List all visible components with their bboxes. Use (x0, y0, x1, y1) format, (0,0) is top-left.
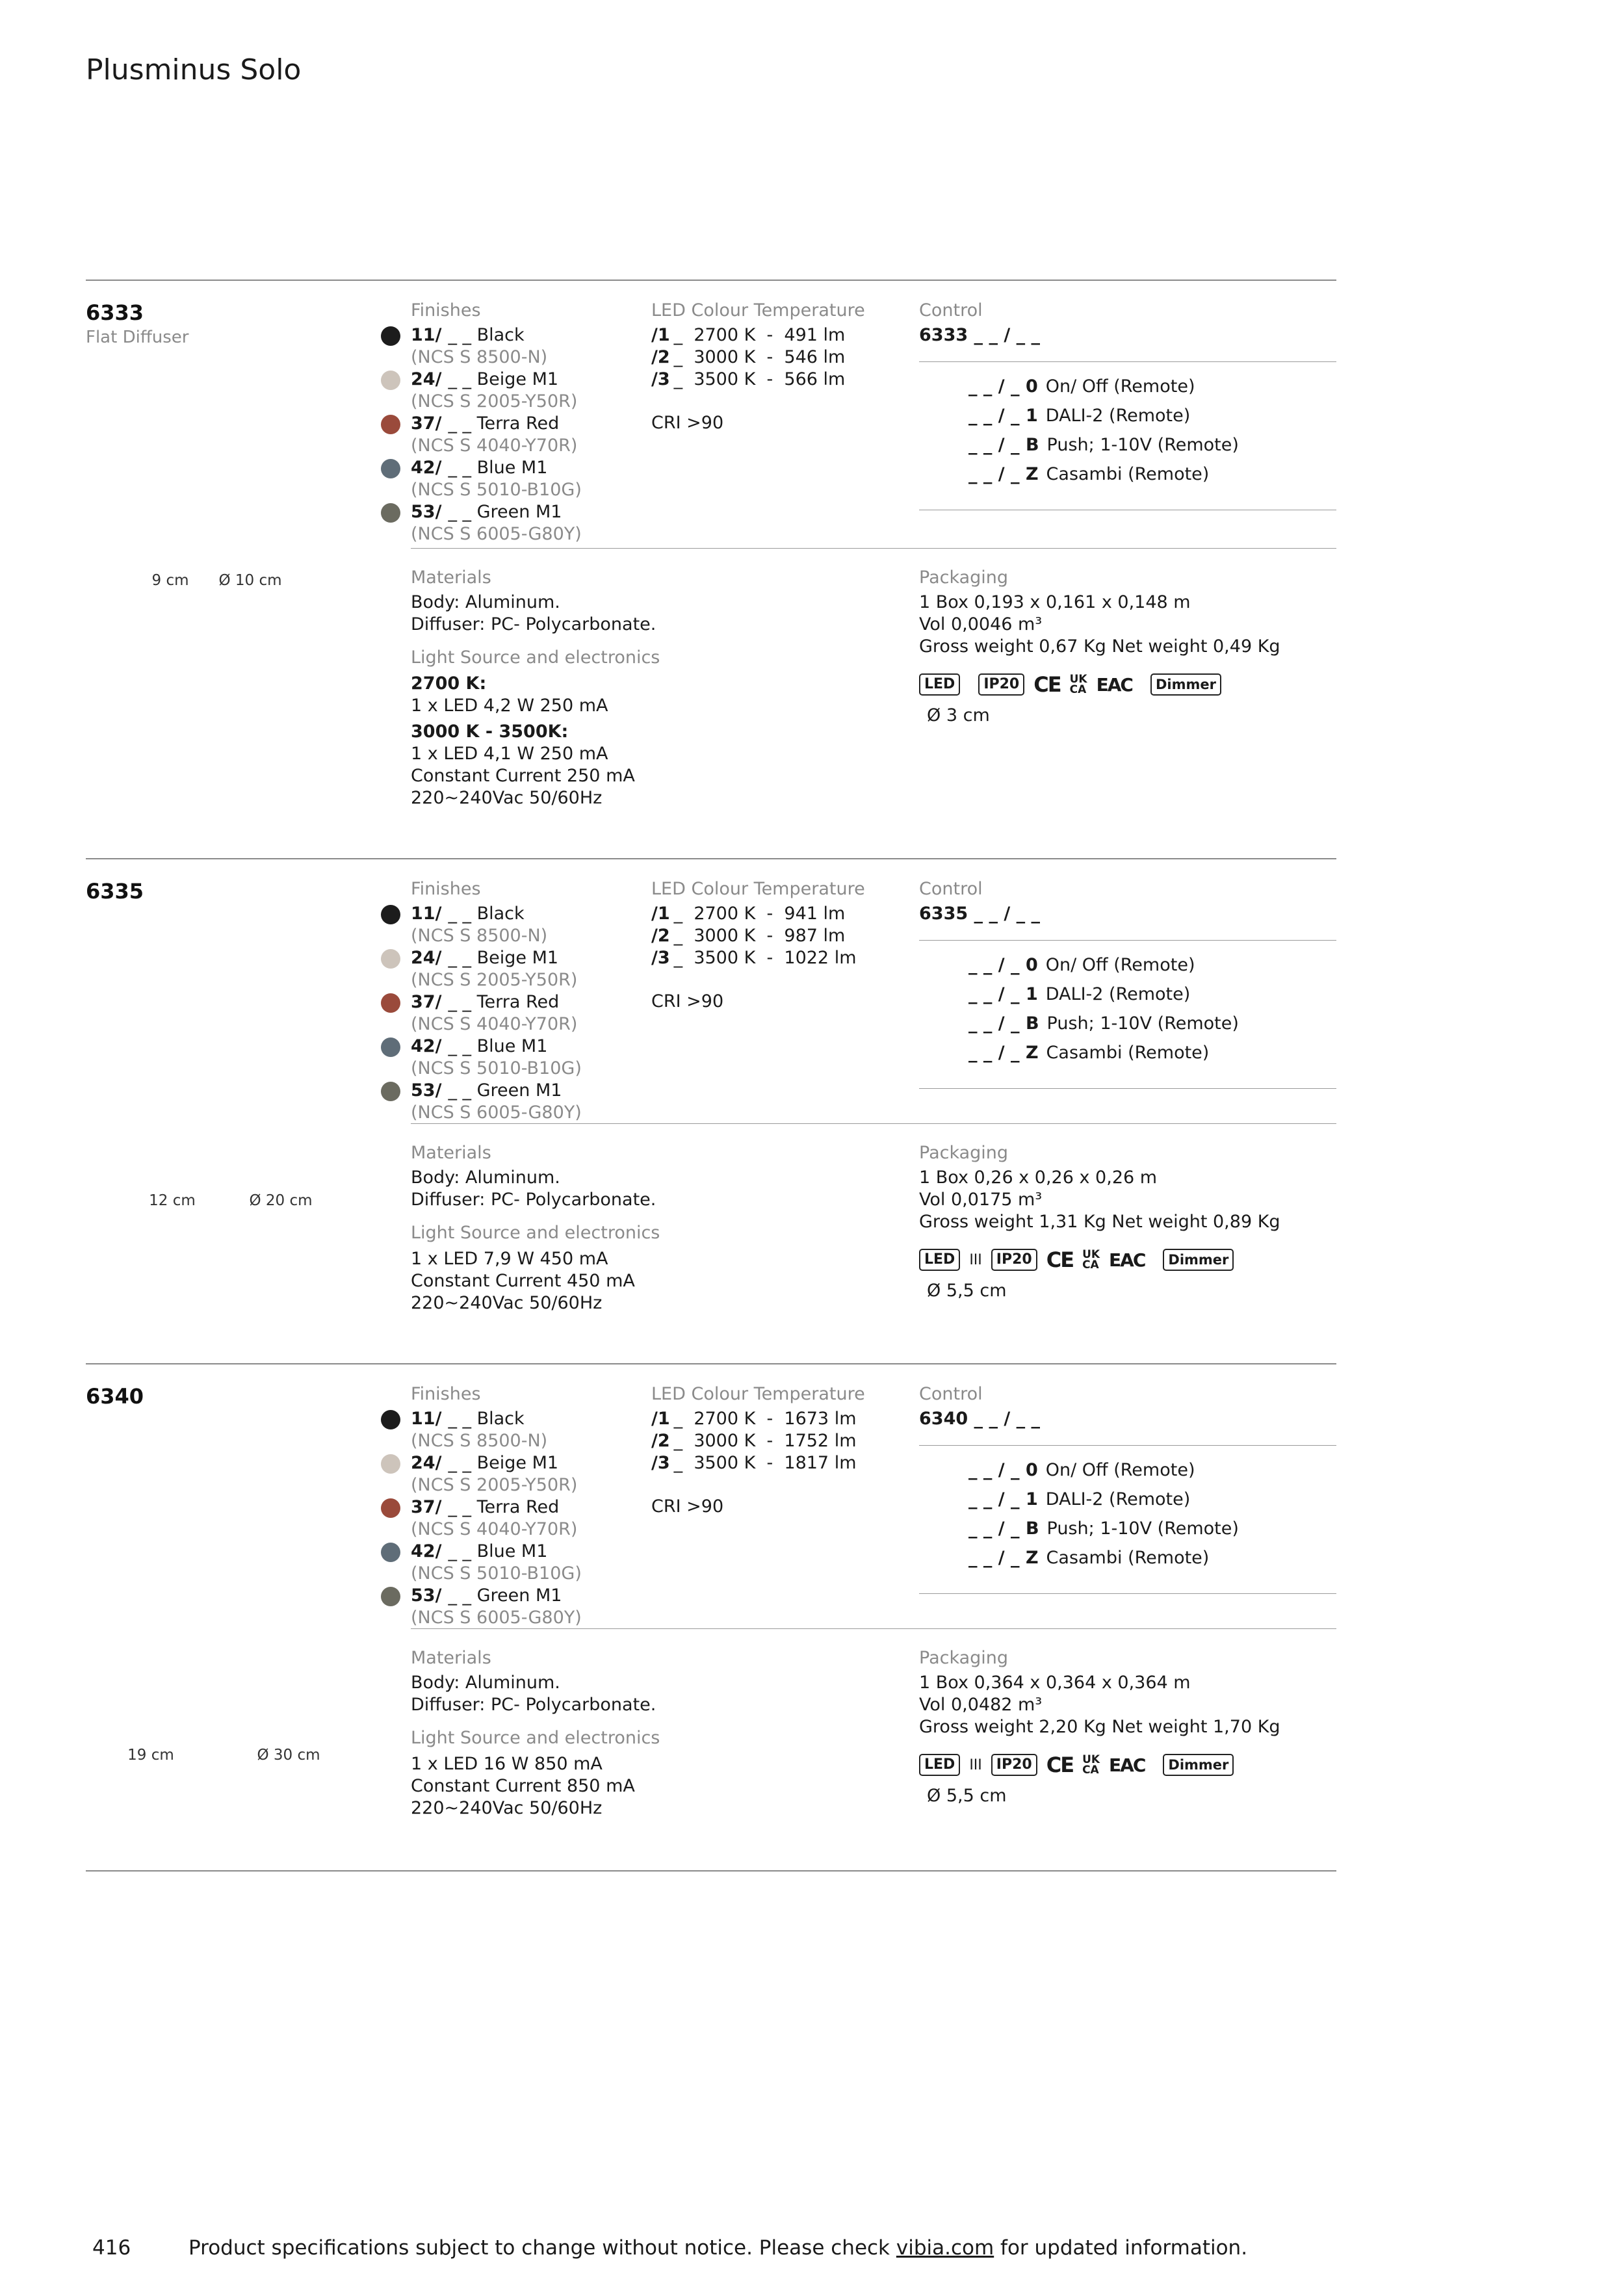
finish-name: _ _ Blue M1 (448, 458, 548, 478)
hole-diameter: Ø 5,5 cm (927, 1786, 1007, 1806)
control-options (968, 1455, 1332, 1572)
depth-dimension: 9 cm (151, 572, 189, 589)
control-option-code: _ _ / _ B (968, 435, 1039, 455)
class-iii-icon (969, 1757, 981, 1773)
diameter-dimension: Ø 30 cm (257, 1747, 320, 1764)
temperature-option[interactable] (651, 324, 898, 346)
finish-swatch (381, 1410, 400, 1429)
control-option-desc: Casambi (Remote) (1046, 464, 1210, 484)
material-body: Body: Aluminum. (411, 592, 560, 612)
bottom-divider (86, 1870, 1336, 1872)
control-divider (919, 940, 1336, 941)
packaging-heading: Packaging (919, 1143, 1009, 1163)
finishes-heading: Finishes (411, 879, 481, 899)
control-option[interactable] (968, 980, 1332, 1009)
eac-mark-icon: EAC (1096, 673, 1132, 696)
finish-option[interactable] (411, 1080, 632, 1102)
temperature-option[interactable] (651, 947, 898, 969)
temperature-option[interactable] (651, 369, 898, 391)
finish-code: 11/ (411, 904, 442, 924)
ip20-icon: IP20 (991, 1249, 1037, 1271)
finish-swatch (381, 1454, 400, 1474)
control-option[interactable] (968, 460, 1332, 489)
packaging-line: 1 Box 0,26 x 0,26 x 0,26 m (919, 1168, 1158, 1188)
control-code: 6333 _ _ / _ _ (919, 325, 1041, 345)
control-option[interactable] (968, 1543, 1332, 1572)
finish-name: _ _ Blue M1 (448, 1036, 548, 1056)
control-option-desc: On/ Off (Remote) (1045, 955, 1195, 975)
temperature-value: _ 2700 K - 941 lm (673, 904, 846, 924)
temperature-code: /3 (651, 1453, 670, 1473)
finish-ncs: (NCS S 4040-Y70R) (411, 1014, 578, 1034)
cri-value: CRI >90 (651, 991, 724, 1011)
finishes-column (411, 1384, 632, 1629)
finish-name: _ _ Terra Red (448, 1497, 560, 1517)
mounting-hole (919, 1280, 1336, 1302)
ce-mark-icon: CE (1046, 1247, 1074, 1272)
dimmer-badge: Dimmer (1163, 1249, 1234, 1271)
finish-option[interactable] (411, 1585, 632, 1607)
light-source-line: Constant Current 850 mA (411, 1776, 635, 1796)
control-option-desc: DALI-2 (Remote) (1045, 1489, 1191, 1509)
product-drawing (86, 858, 391, 1363)
control-option-desc: On/ Off (Remote) (1045, 376, 1195, 397)
finish-ncs: (NCS S 2005-Y50R) (411, 391, 578, 411)
finish-ncs: (NCS S 6005-G80Y) (411, 1102, 582, 1123)
ukca-bottom: CA (1069, 683, 1087, 696)
finish-option[interactable] (411, 991, 632, 1013)
temperature-option[interactable] (651, 1408, 898, 1430)
finish-code: 24/ (411, 948, 442, 968)
light-source-line: 1 x LED 4,1 W 250 mA (411, 744, 608, 764)
control-option-code: _ _ / _ B (968, 1519, 1039, 1539)
product-section-6335 (0, 858, 1623, 1363)
temperature-value: _ 3500 K - 566 lm (673, 369, 846, 389)
finish-swatch (381, 371, 400, 390)
footer-note (188, 2236, 1247, 2260)
finish-option[interactable] (411, 1541, 632, 1563)
control-option-code: _ _ / _ 0 (968, 376, 1038, 397)
ukca-bottom: CA (1082, 1259, 1099, 1272)
subsection-divider (411, 548, 1336, 549)
ukca-mark-icon (1082, 1249, 1100, 1270)
mounting-hole (919, 705, 1336, 727)
temperature-code: /1 (651, 904, 670, 924)
led-icon: LED (919, 673, 960, 696)
light-source-line: 1 x LED 7,9 W 450 mA (411, 1249, 608, 1269)
packaging-line: Vol 0,0482 m³ (919, 1695, 1043, 1715)
finish-code: 42/ (411, 1541, 442, 1561)
material-diffuser: Diffuser: PC- Polycarbonate. (411, 1190, 656, 1210)
control-option-desc: Push; 1-10V (Remote) (1046, 435, 1239, 455)
finish-ncs: (NCS S 8500-N) (411, 347, 548, 367)
material-body: Body: Aluminum. (411, 1673, 560, 1693)
finish-code: 11/ (411, 1409, 442, 1429)
finish-ncs: (NCS S 5010-B10G) (411, 480, 582, 500)
ukca-top: UK (1082, 1753, 1100, 1766)
ip20-icon: IP20 (978, 673, 1024, 696)
light-source-line: 1 x LED 16 W 850 mA (411, 1754, 603, 1774)
light-source-heading: Light Source and electronics (411, 647, 660, 668)
icons-wrapper (919, 1247, 1336, 1272)
temperature-option[interactable] (651, 925, 898, 947)
finish-ncs: (NCS S 6005-G80Y) (411, 1608, 582, 1628)
packaging-line: 1 Box 0,364 x 0,364 x 0,364 m (919, 1673, 1191, 1693)
temperature-code: /2 (651, 926, 670, 946)
finishes-column (411, 300, 632, 545)
mounting-hole (919, 1785, 1336, 1807)
control-option[interactable] (968, 1485, 1332, 1514)
finish-name: _ _ Green M1 (448, 1080, 562, 1101)
finish-ncs: (NCS S 2005-Y50R) (411, 1475, 578, 1495)
finish-option[interactable] (411, 903, 632, 925)
finish-code: 53/ (411, 502, 442, 522)
finish-option[interactable] (411, 1036, 632, 1058)
control-heading: Control (919, 1384, 983, 1404)
subsection-divider (411, 1123, 1336, 1124)
ukca-mark-icon (1070, 674, 1087, 695)
finish-option[interactable] (411, 413, 632, 435)
control-column (919, 300, 1336, 484)
finish-option[interactable] (411, 1452, 632, 1474)
materials-column (411, 567, 879, 809)
finish-swatch (381, 326, 400, 346)
product-section-6340 (0, 1363, 1623, 1870)
control-option-code: _ _ / _ B (968, 1013, 1039, 1034)
svg-text:III: III (969, 1756, 982, 1773)
temperature-option[interactable] (651, 1452, 898, 1474)
control-option[interactable] (968, 1038, 1332, 1067)
ukca-mark-icon (1082, 1755, 1100, 1775)
control-option-code: _ _ / _ Z (968, 464, 1039, 484)
finish-ncs: (NCS S 2005-Y50R) (411, 970, 578, 990)
material-body: Body: Aluminum. (411, 1168, 560, 1188)
control-option-code: _ _ / _ 1 (968, 984, 1038, 1004)
control-option-desc: DALI-2 (Remote) (1045, 984, 1191, 1004)
temperature-code: /3 (651, 948, 670, 968)
cri-value: CRI >90 (651, 1496, 724, 1517)
diameter-dimension: Ø 10 cm (218, 572, 282, 589)
finish-option[interactable] (411, 457, 632, 479)
finish-name: _ _ Beige M1 (448, 948, 559, 968)
temperature-value: _ 3000 K - 987 lm (673, 926, 846, 946)
control-option-desc: Push; 1-10V (Remote) (1046, 1013, 1239, 1034)
packaging-line: Vol 0,0175 m³ (919, 1190, 1043, 1210)
finish-name: _ _ Green M1 (448, 502, 562, 522)
control-divider-bottom (919, 1593, 1336, 1594)
finish-name: _ _ Black (448, 325, 525, 345)
product-code: 6333 (86, 300, 144, 325)
ukca-top: UK (1069, 673, 1087, 686)
ce-mark-icon: CE (1033, 672, 1061, 697)
control-option-code: _ _ / _ 0 (968, 1460, 1038, 1480)
led-temperature-heading: LED Colour Temperature (651, 879, 865, 899)
packaging-column (919, 1143, 1336, 1302)
temperature-value: _ 2700 K - 1673 lm (673, 1409, 857, 1429)
page-number: 416 (92, 2236, 131, 2260)
dimmer-badge: Dimmer (1150, 673, 1221, 696)
temperature-value: _ 3000 K - 1752 lm (673, 1431, 857, 1451)
finish-ncs: (NCS S 4040-Y70R) (411, 1519, 578, 1539)
temperature-code: /2 (651, 347, 670, 367)
finish-swatch (381, 1543, 400, 1562)
finish-name: _ _ Green M1 (448, 1585, 562, 1606)
control-option-code: _ _ / _ Z (968, 1043, 1039, 1063)
finishes-heading: Finishes (411, 1384, 481, 1404)
light-source-line: 220~240Vac 50/60Hz (411, 1293, 603, 1313)
control-option-desc: Push; 1-10V (Remote) (1046, 1519, 1239, 1539)
control-option-desc: On/ Off (Remote) (1045, 1460, 1195, 1480)
page-title: Plusminus Solo (86, 53, 302, 86)
vibia-link[interactable]: vibia.com (896, 2236, 994, 2260)
finish-option[interactable] (411, 501, 632, 523)
finish-ncs: (NCS S 5010-B10G) (411, 1563, 582, 1584)
finish-ncs: (NCS S 6005-G80Y) (411, 524, 582, 544)
finish-swatch (381, 1082, 400, 1101)
finish-option[interactable] (411, 324, 632, 346)
finish-code: 42/ (411, 458, 442, 478)
light-source-heading: Light Source and electronics (411, 1223, 660, 1243)
product-subtitle: Flat Diffuser (86, 328, 189, 347)
finish-code: 42/ (411, 1036, 442, 1056)
eac-mark-icon: EAC (1109, 1249, 1145, 1271)
product-code: 6340 (86, 1384, 144, 1409)
finish-ncs: (NCS S 5010-B10G) (411, 1058, 582, 1078)
control-option-desc: DALI-2 (Remote) (1045, 406, 1191, 426)
finish-ncs: (NCS S 4040-Y70R) (411, 436, 578, 456)
finish-name: _ _ Blue M1 (448, 1541, 548, 1561)
packaging-heading: Packaging (919, 567, 1009, 588)
control-option[interactable] (968, 430, 1332, 460)
depth-dimension: 12 cm (149, 1192, 196, 1209)
finish-swatch (381, 905, 400, 924)
product-drawing (86, 280, 391, 858)
control-divider (919, 1445, 1336, 1446)
finish-swatch (381, 1587, 400, 1606)
control-option-code: _ _ / _ 1 (968, 406, 1038, 426)
finish-code: 37/ (411, 413, 442, 434)
control-code: 6340 _ _ / _ _ (919, 1409, 1041, 1429)
finish-swatch (381, 949, 400, 969)
finish-code: 37/ (411, 992, 442, 1012)
led-icon: LED (919, 1249, 960, 1271)
temperature-code: /1 (651, 325, 670, 345)
certification-icons (919, 672, 1336, 697)
product-section-6333 (0, 280, 1623, 858)
packaging-line: 1 Box 0,193 x 0,161 x 0,148 m (919, 592, 1191, 612)
control-option[interactable] (968, 401, 1332, 430)
materials-column (411, 1648, 879, 1820)
light-source-line: Constant Current 450 mA (411, 1271, 635, 1291)
finish-code: 11/ (411, 325, 442, 345)
product-drawing (86, 1363, 391, 1870)
light-source-line: 2700 K: (411, 673, 487, 694)
finish-name: _ _ Beige M1 (448, 1453, 559, 1473)
materials-heading: Materials (411, 567, 491, 588)
control-option[interactable] (968, 372, 1332, 401)
materials-heading: Materials (411, 1648, 491, 1668)
materials-column (411, 1143, 879, 1314)
led-temperature-column (651, 879, 898, 1013)
control-option[interactable] (968, 950, 1332, 980)
control-option-desc: Casambi (Remote) (1046, 1043, 1210, 1063)
finish-name: _ _ Terra Red (448, 413, 560, 434)
cri-value: CRI >90 (651, 413, 724, 433)
ukca-bottom: CA (1082, 1764, 1099, 1777)
subsection-divider (411, 1628, 1336, 1629)
temperature-option[interactable] (651, 903, 898, 925)
diameter-dimension: Ø 20 cm (249, 1192, 313, 1209)
temperature-option[interactable] (651, 346, 898, 369)
finish-code: 24/ (411, 1453, 442, 1473)
control-options (968, 372, 1332, 489)
eac-mark-icon: EAC (1109, 1754, 1145, 1776)
finish-option[interactable] (411, 947, 632, 969)
control-options (968, 950, 1332, 1067)
light-source-line: 220~240Vac 50/60Hz (411, 788, 603, 808)
control-option-code: _ _ / _ Z (968, 1548, 1039, 1568)
temperature-option[interactable] (651, 1430, 898, 1452)
control-heading: Control (919, 300, 983, 320)
temperature-value: _ 3000 K - 546 lm (673, 347, 846, 367)
packaging-line: Gross weight 2,20 Kg Net weight 1,70 Kg (919, 1717, 1280, 1737)
finish-name: _ _ Terra Red (448, 992, 560, 1012)
packaging-line: Gross weight 1,31 Kg Net weight 0,89 Kg (919, 1212, 1280, 1232)
temperature-code: /3 (651, 369, 670, 389)
icons-wrapper (919, 672, 1336, 697)
ip20-icon: IP20 (991, 1754, 1037, 1776)
control-divider (919, 361, 1336, 362)
light-source-line: 3000 K - 3500K: (411, 722, 569, 742)
ce-mark-icon: CE (1046, 1753, 1074, 1777)
finish-swatch (381, 415, 400, 434)
finish-name: _ _ Black (448, 904, 525, 924)
control-option-code: _ _ / _ 1 (968, 1489, 1038, 1509)
svg-text:III: III (969, 1251, 982, 1268)
certification-icons (919, 1247, 1336, 1272)
temperature-value: _ 3500 K - 1022 lm (673, 948, 857, 968)
temperature-code: /2 (651, 1431, 670, 1451)
light-source-line: Constant Current 250 mA (411, 766, 635, 786)
finish-swatch (381, 1498, 400, 1518)
product-code: 6335 (86, 879, 144, 904)
control-option-desc: Casambi (Remote) (1046, 1548, 1210, 1568)
class-iii-icon (969, 1252, 981, 1268)
footer-text-end: for updated information. (994, 2236, 1248, 2260)
control-option[interactable] (968, 1009, 1332, 1038)
control-heading: Control (919, 879, 983, 899)
finish-swatch (381, 503, 400, 523)
light-source-heading: Light Source and electronics (411, 1728, 660, 1748)
finish-swatch (381, 993, 400, 1013)
packaging-heading: Packaging (919, 1648, 1009, 1668)
control-column (919, 879, 1336, 1063)
control-option[interactable] (968, 1514, 1332, 1543)
light-source-line: 1 x LED 4,2 W 250 mA (411, 696, 608, 716)
packaging-column (919, 1648, 1336, 1807)
finish-code: 37/ (411, 1497, 442, 1517)
finish-option[interactable] (411, 1496, 632, 1519)
material-diffuser: Diffuser: PC- Polycarbonate. (411, 1695, 656, 1715)
finish-name: _ _ Beige M1 (448, 369, 559, 389)
control-divider-bottom (919, 1088, 1336, 1089)
footer-text: Product specifications subject to change without notice. Please check (188, 2236, 896, 2260)
led-icon: LED (919, 1754, 960, 1776)
certification-icons (919, 1753, 1336, 1777)
finish-option[interactable] (411, 369, 632, 391)
control-option-code: _ _ / _ 0 (968, 955, 1038, 975)
finish-code: 53/ (411, 1585, 442, 1606)
hole-diameter: Ø 3 cm (927, 705, 990, 725)
finish-swatch (381, 1037, 400, 1057)
finish-swatch (381, 459, 400, 478)
control-option[interactable] (968, 1455, 1332, 1485)
hole-diameter: Ø 5,5 cm (927, 1281, 1007, 1301)
temperature-value: _ 2700 K - 491 lm (673, 325, 846, 345)
packaging-column (919, 567, 1336, 727)
finish-ncs: (NCS S 8500-N) (411, 1431, 548, 1451)
materials-heading: Materials (411, 1143, 491, 1163)
finish-option[interactable] (411, 1408, 632, 1430)
control-column (919, 1384, 1336, 1568)
finishes-column (411, 879, 632, 1124)
icons-wrapper (919, 1753, 1336, 1777)
led-temperature-heading: LED Colour Temperature (651, 1384, 865, 1404)
control-code: 6335 _ _ / _ _ (919, 904, 1041, 924)
finish-name: _ _ Black (448, 1409, 525, 1429)
material-diffuser: Diffuser: PC- Polycarbonate. (411, 614, 656, 634)
finish-code: 24/ (411, 369, 442, 389)
finish-ncs: (NCS S 8500-N) (411, 926, 548, 946)
depth-dimension: 19 cm (127, 1747, 174, 1764)
led-temperature-column (651, 1384, 898, 1518)
ukca-top: UK (1082, 1248, 1100, 1261)
packaging-line: Gross weight 0,67 Kg Net weight 0,49 Kg (919, 636, 1280, 657)
led-temperature-heading: LED Colour Temperature (651, 300, 865, 320)
temperature-code: /1 (651, 1409, 670, 1429)
light-source-line: 220~240Vac 50/60Hz (411, 1798, 603, 1818)
finish-code: 53/ (411, 1080, 442, 1101)
finishes-heading: Finishes (411, 300, 481, 320)
dimmer-badge: Dimmer (1163, 1754, 1234, 1776)
temperature-value: _ 3500 K - 1817 lm (673, 1453, 857, 1473)
packaging-line: Vol 0,0046 m³ (919, 614, 1043, 634)
led-temperature-column (651, 300, 898, 434)
